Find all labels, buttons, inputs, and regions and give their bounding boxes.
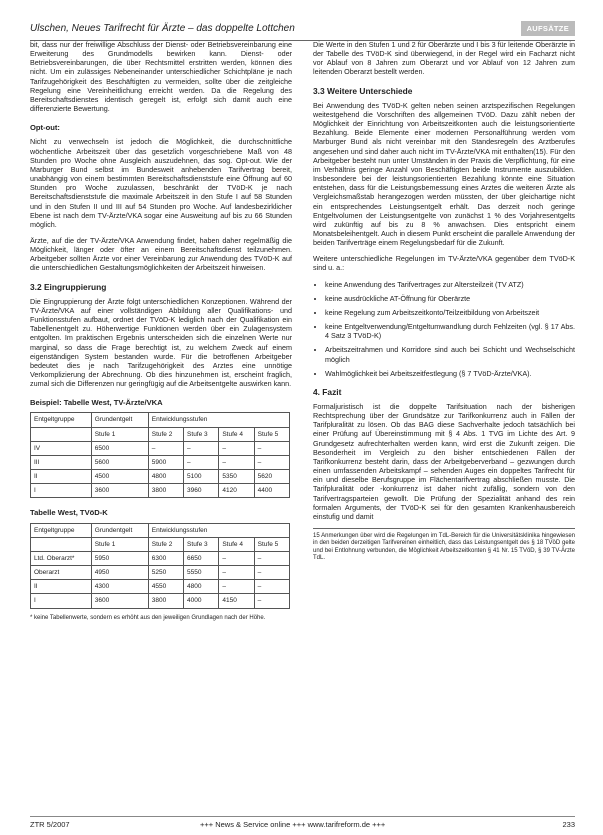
cell: 4120 — [219, 484, 254, 498]
th-stufe: Stufe 4 — [219, 537, 254, 551]
table-row — [31, 566, 290, 580]
footnote: 15 Anmerkungen über wird die Regelungen im TdL-Bereich für die Universitätsklinika hingewiesen in den beiden derzeitigen Tarifvereinen einheitlich, dass das Leistungsentgelt des § 18 TVöD gelte und bei Entlohnung verbunden, die Möglichkeit Arbeitszeitkonten § 41 Nr. 15 TVöD, § 39 TV-Ärzte TdL. — [313, 528, 575, 563]
footer-url: +++ News & Service online +++ www.tarifreform.de +++ — [200, 820, 386, 829]
journal-issue: ZTR 5/2007 — [30, 820, 70, 829]
cell: I — [31, 594, 92, 608]
cell: 3800 — [148, 594, 183, 608]
list-item: • Arbeitszeitrahmen und Korridore sind auch bei Schicht und Wechselschicht möglich — [325, 345, 575, 363]
cell: – — [254, 594, 289, 608]
cell: – — [254, 441, 289, 455]
cell: II — [31, 580, 92, 594]
table-row — [31, 580, 290, 594]
salary-table-tv-aerzte — [30, 412, 290, 498]
running-title: Ulschen, Neues Tarifrecht für Ärzte – das doppelte Lottchen — [30, 23, 295, 34]
table-row — [31, 594, 290, 608]
list-item: • keine ausdrückliche AT-Öffnung für Oberärzte — [325, 294, 575, 303]
cell: 5350 — [219, 470, 254, 484]
cell: – — [184, 455, 219, 469]
cell: IV — [31, 441, 92, 455]
cell: 5950 — [91, 551, 148, 565]
paragraph: Weitere unterschiedliche Regelungen im TV-Ärzte/VKA gegenüber dem TVöD-K sind u. a.: — [313, 254, 575, 273]
th-stufe: Stufe 2 — [148, 537, 183, 551]
cell: 6300 — [148, 551, 183, 565]
list-item: • keine Anwendung des Tarifvertrages zur Altersteilzeit (TV ATZ) — [325, 280, 575, 289]
paragraph: Nicht zu verwechseln ist jedoch die Möglichkeit, die durchschnittliche wöchentliche Arbeitszeit über das gesetzlich vorgeschriebene Maß von 48 Stunden pro Woche ohne Ausgleich auszudehnen, das sog. Opt-out. Wie der Marburger Bund selbst im Bundesweit anhebenden Tarifvertrag bereit, unabhängig von einem bestimmten Bereitschaftsdienststufe eine Öffnung auf 60 Stunden pro Woche zuzulassen, beschränkt der TVöD-K je nach Bereitschaftsdienststufe die maximale Arbeitszeit in den Stufe I auf 58 Stunden und in den Stufen II und III auf 54 Stunden pro Woche. Auf landesbezirklicher Ebene ist nach dem TV-Ärzte/VKA sogar eine Ausweitung auf bis zu 66 Stunden möglich. — [30, 137, 292, 229]
paragraph: Die Eingruppierung der Ärzte folgt unterschiedlichen Konzeptionen. Während der TV-Ärzte/VKA auf einer vollständigen Abbildung aller Qualifikations- und Funktionsstufen aufbaut, ordnet der TVöD-K lediglich nach der Qualifikation ein Tabellenentgelt zu. Höherwertige Funktionen werden über ein Zulagensystem entgolten. Im praktischen Ergebnis unterscheiden sich die einzelnen Werte nur marginal, so dass die Frage berechtigt ist, zu welchem Zweck auf einem eigenständigen System bestanden wurde. Für die betroffenen Arbeitgeber bedeutet dies je nach Tarifzugehörigkeit des Arztes eine unnötige Verkomplizierung der Abrechnung. Ob dies hinzunehmen ist, erscheint fraglich, zumal sich die Differenzen nur geringfügig auf die Arbeitsentgelte auswirken kann. — [30, 296, 292, 389]
cell: 4500 — [91, 470, 148, 484]
cell: – — [219, 455, 254, 469]
section-heading-3-3: 3.3 Weitere Unterschiede — [313, 85, 413, 96]
cell: – — [219, 551, 254, 565]
cell: – — [219, 441, 254, 455]
paragraph: bit, dass nur der freiwillige Abschluss der Dienst- oder Betriebsvereinbarung eine Erweiterung des Grundmodells bewirken kann. Dienst- oder Betriebsvereinbarungen, die über Rechtsmittel erstritten werden, können dies nicht. Um ein zulässiges Nebeneinander unterschiedlicher Schichtpläne je nach Tarifzugehörigkeit des Beschäftigten zu vermeiden, sollte über die zeitgleiche Regelung eine Vereinheitlichung erreicht werden. Da die Regelung des Bereitschaftsdienstes identisch geregelt ist, erfolgt sich damit auch eine differenzierte Bewertung. — [30, 40, 292, 114]
cell: – — [254, 580, 289, 594]
table-row — [31, 441, 290, 455]
cell: 6500 — [91, 441, 148, 455]
page-footer — [30, 816, 575, 831]
cell: 5100 — [184, 470, 219, 484]
cell: – — [148, 441, 183, 455]
table-row — [31, 551, 290, 565]
section-heading-4: 4. Fazit — [313, 386, 342, 397]
cell: III — [31, 455, 92, 469]
difference-list — [313, 280, 575, 378]
cell: 4400 — [254, 484, 289, 498]
cell: Oberarzt — [31, 566, 92, 580]
cell: II — [31, 470, 92, 484]
paragraph: Ärzte, auf die der TV-Ärzte/VKA Anwendung findet, haben daher regelmäßig die Möglichkeit, länger oder öfter an einem Bereitschaftsdienst teilzunehmen. Arbeitgeber sollten Ärzte vor einer Vereinbarung zur Anwendung des TVöD-K auf die unterschiedlichen Gestaltungsmöglichkeiten der Arbeitszeit hinweisen. — [30, 235, 292, 273]
cell: 4550 — [148, 580, 183, 594]
cell: 4300 — [91, 580, 148, 594]
paragraph: Bei Anwendung des TVöD-K gelten neben seinen arztspezifischen Regelungen weitestgehend die Vorschriften des allgemeinen TVöD. Dazu zählt neben der Möglichkeit der Einrichtung von Arbeitszeitkonten auch die leistungsorientierte Bezahlung. Beide Elemente einer modernen Personalführung werden vom Marburger Bund als nicht vereinbar mit den Standesregeln des Arztberufes angesehen und sind daher auch nicht im TV-Ärzte/VKA mit enthalten(15). Für den Arbeitgeber besteht nun unter Umständen in der Praxis die Verpflichtung, für eine im Verhältnis geringe Anzahl von Beschäftigten beide Instrumente auszubilden. Insbesondere bei der leistungsorientierten Bezahlung könnte eine Situation entstehen, dass für die Leistungsbemessung eines Arztes die weiteren Ärzte als Vergleichsmaßstab herangezogen werden müssten, der über gleichartige nicht ein entsprechendes Leistungsentgelt erhält. Das derzeit noch geringe Entgeltvolumen der Leistungsentgelte von zunächst 1 % des Vorjahresentgelts wird zukünftig auf bis zu 8 % anwachsen. Dies entspricht einem Monatsbeleihentgelt. Auch in diesem Punkt erscheint die parallele Anwendung der beiden Tarifverträge einem Regelungsbedarf für die Zukunft. — [313, 100, 575, 248]
table-row — [31, 484, 290, 498]
th-stufe: Stufe 3 — [184, 537, 219, 551]
th-stufe: Stufe 1 — [91, 537, 148, 551]
cell: 4800 — [184, 580, 219, 594]
th-stufe: Stufe 1 — [91, 427, 148, 441]
th-base: Grundentgelt — [91, 413, 148, 427]
cell: 4800 — [148, 470, 183, 484]
list-item: • keine Regelung zum Arbeitszeitkonto/Teilzeitbildung von Arbeitszeit — [325, 308, 575, 317]
th-stufe: Stufe 5 — [254, 537, 289, 551]
cell: I — [31, 484, 92, 498]
page-number: 233 — [562, 820, 575, 829]
page-header — [30, 18, 575, 41]
cell: 3600 — [91, 484, 148, 498]
table-caption: Tabelle West, TVöD-K — [30, 508, 108, 518]
section-heading-3-2: 3.2 Eingruppierung — [30, 281, 107, 292]
left-column — [30, 40, 292, 622]
table-row — [31, 470, 290, 484]
th-stufe: Stufe 4 — [219, 427, 254, 441]
th-dev: Entwicklungsstufen — [148, 523, 289, 537]
th-group: Entgeltgruppe — [31, 523, 92, 537]
cell: – — [184, 441, 219, 455]
cell: 6650 — [184, 551, 219, 565]
th-dev: Entwicklungsstufen — [148, 413, 289, 427]
cell: 4150 — [219, 594, 254, 608]
right-column — [313, 40, 575, 563]
th-group: Entgeltgruppe — [31, 413, 92, 427]
table-caption: Beispiel: Tabelle West, TV-Ärzte/VKA — [30, 398, 163, 408]
cell: 5620 — [254, 470, 289, 484]
cell: 5900 — [148, 455, 183, 469]
cell: – — [219, 566, 254, 580]
th-stufe: Stufe 5 — [254, 427, 289, 441]
salary-table-tvoed-k — [30, 523, 290, 609]
cell: 3800 — [148, 484, 183, 498]
section-badge: AUFSÄTZE — [521, 21, 575, 36]
cell: 5550 — [184, 566, 219, 580]
th-stufe: Stufe 3 — [184, 427, 219, 441]
th-base: Grundentgelt — [91, 523, 148, 537]
table-note: * keine Tabellenwerte, sondern es erhöht aus den jeweiligen Grundlagen nach der Höhe. — [30, 614, 266, 621]
list-item: • Wahlmöglichkeit bei Arbeitszeitfestlegung (§ 7 TVöD-Ärzte/VKA). — [325, 369, 575, 378]
cell: – — [254, 566, 289, 580]
cell: 5250 — [148, 566, 183, 580]
cell: Ltd. Oberarzt* — [31, 551, 92, 565]
subheading-opt-out: Opt-out: — [30, 123, 60, 133]
cell: 4000 — [184, 594, 219, 608]
cell: – — [254, 455, 289, 469]
table-row — [31, 455, 290, 469]
paragraph: Die Werte in den Stufen 1 und 2 für Oberärzte und I bis 3 für leitende Oberärzte in der Tabelle des TVöD-K sind überwiegend, in der Regel wird ein Facharzt nicht vor Ablauf von 8 Jahren zum Oberarzt und vor Ablauf von 12 Jahren zum leitenden Oberarzt bestellt werden. — [313, 40, 575, 77]
cell: 3600 — [91, 594, 148, 608]
cell: 3960 — [184, 484, 219, 498]
cell: 5600 — [91, 455, 148, 469]
paragraph: Formaljuristisch ist die doppelte Tarifsituation nach der bisherigen Rechtsprechung über der Grundsätze zur Tarifkonkurrenz auch in Fällen der Tarifpluralität zu lösen. Ob das BAG diese Sachverhalte jedoch tatsächlich bei einer Prüfung auf Übereinstimmung mit § 4 Abs. 1 TVG im Lichte des Art. 9 Grundgesetz aufrechterhalten werden kann, wird erst die Zukunft zeigen. Die Besonderheit im Vergleich zu den bisher entschiedenen Fällen der Tarifkonkurrenz besteht darin, dass der Arbeitgeberverband – gezwungen durch einen umfassenden Arbeitskampf – sehenden Auges ein doppeltes Tarifrecht für ein und dieselbe Berufsgruppe im Flächentarifvertrag abschließen musste. Die Tarifpluralität oder -konkurrenz ist daher nicht zufällig, sondern von den Tarifvertragsparteien gewollt. Die Prüfung der Spezialität anhand des rein formalen Arguments, der TVöD-K sei für den gesamten Krankenhausbereich einstufig und damit — [313, 402, 575, 521]
cell: 4950 — [91, 566, 148, 580]
list-item: • keine Entgeltverwendung/Entgeltumwandlung durch Fehlzeiten (vgl. § 17 Abs. 4 Satz 3 TVöD-K) — [325, 322, 575, 340]
th-stufe: Stufe 2 — [148, 427, 183, 441]
cell: – — [219, 580, 254, 594]
cell: – — [254, 551, 289, 565]
